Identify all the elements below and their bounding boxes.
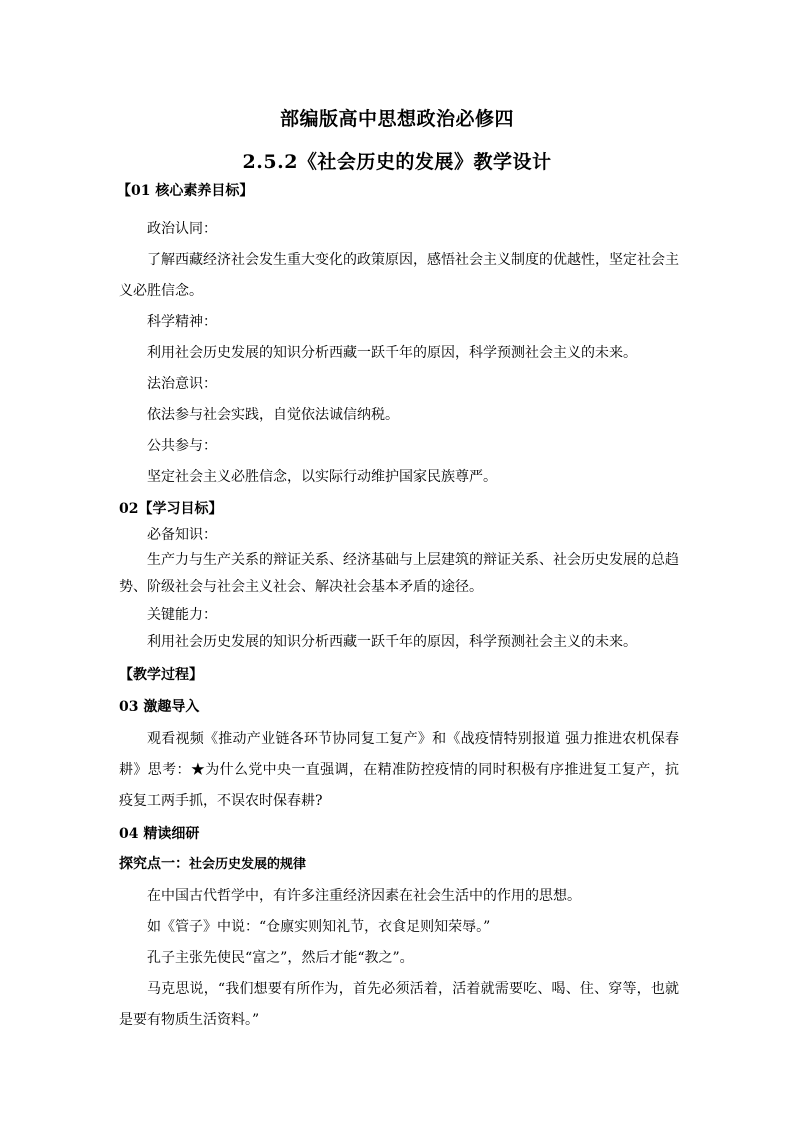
paragraph: 耕》思考：★为什么党中央一直强调，在精准防控疫情的同时积极有序推进复工复产，抗 [119,762,679,778]
paragraph: 公共参与： [147,438,217,454]
document-subtitle: 2.5.2《社会历史的发展》教学设计 [242,151,552,173]
paragraph: 利用社会历史发展的知识分析西藏一跃千年的原因，科学预测社会主义的未来。 [147,634,637,650]
paragraph: 在中国古代哲学中，有许多注重经济因素在社会生活中的作用的思想。 [147,888,581,904]
section-heading-introduction: 03 激趣导入 [119,699,200,715]
paragraph: 是要有物质生活资料。” [119,1012,260,1028]
paragraph: 依法参与社会实践，自觉依法诚信纳税。 [147,407,399,423]
document-title: 部编版高中思想政治必修四 [279,108,514,130]
paragraph: 马克思说，“我们想要有所作为，首先必须活着，活着就需要吃、喝、住、穿等，也就 [147,981,679,997]
paragraph: 利用社会历史发展的知识分析西藏一跃千年的原因，科学预测社会主义的未来。 [147,345,637,361]
paragraph: 如《管子》中说：“仓廪实则知礼节，衣食足则知荣辱。” [147,919,491,935]
section-heading-teaching-process: 【教学过程】 [119,667,203,683]
paragraph: 政治认同： [147,221,217,237]
paragraph: 关键能力： [147,607,217,623]
paragraph: 科学精神： [147,314,217,330]
paragraph: 义必胜信念。 [119,283,203,299]
subsection-title: 社会历史发展的规律 [189,857,307,872]
section-heading-core-goals: 【01 核心素养目标】 [117,183,254,199]
paragraph: 观看视频《推动产业链各环节协同复工复产》和《战疫情特别报道 强力推进农机保春 [147,731,679,747]
paragraph: 了解西藏经济社会发生重大变化的政策原因，感悟社会主义制度的优越性，坚定社会主 [147,252,679,268]
paragraph: 势、阶级社会与社会主义社会、解决社会基本矛盾的途径。 [119,579,483,595]
paragraph: 必备知识： [147,527,217,543]
section-heading-close-reading: 04 精读细研 [119,826,200,842]
section-heading-learning-goals: 02【学习目标】 [119,501,223,517]
paragraph: 生产力与生产关系的辩证关系、经济基础与上层建筑的辩证关系、社会历史发展的总趋 [147,552,679,568]
subsection-heading [119,853,679,873]
paragraph: 法治意识： [147,376,217,392]
paragraph: 坚定社会主义必胜信念，以实际行动维护国家民族尊严。 [147,469,497,485]
paragraph: 孔子主张先使民“富之”，然后才能“教之”。 [147,950,414,966]
subsection-label: 探究点一： [119,856,189,872]
paragraph: 疫复工两手抓，不误农时保春耕? [119,793,323,809]
